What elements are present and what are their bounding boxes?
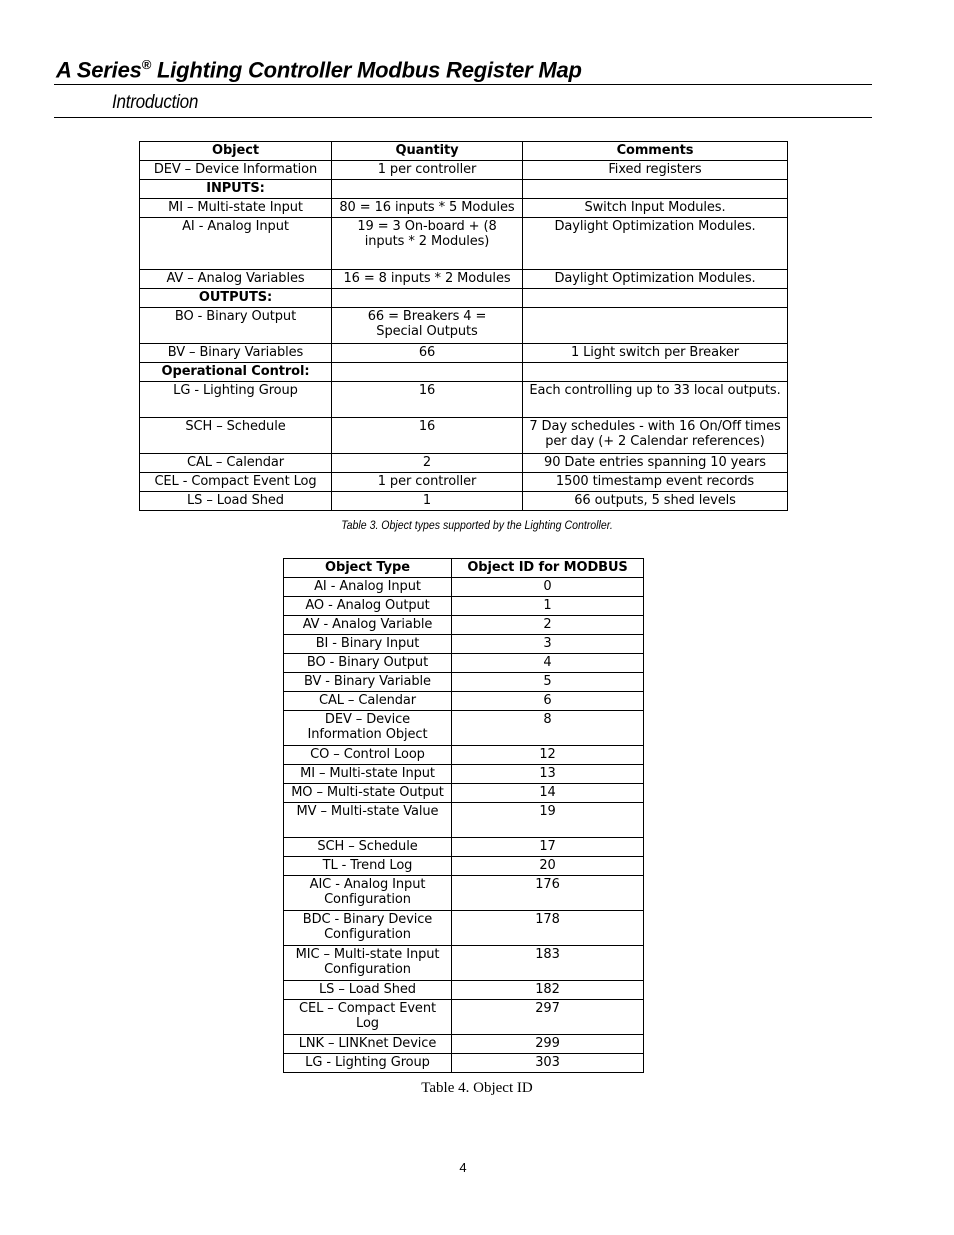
object-cell: BO - Binary Output (140, 308, 332, 344)
table-row (140, 218, 788, 270)
object-type-cell: AIC - Analog Input Configuration (284, 876, 452, 911)
comments-cell: Daylight Optimization Modules. (523, 218, 788, 270)
object-type-cell: MIC – Multi-state Input Configuration (284, 946, 452, 981)
comments-cell (523, 180, 788, 199)
object-id-cell: 6 (452, 692, 644, 711)
object-type-cell: BDC - Binary Device Configuration (284, 911, 452, 946)
object-type-cell: LS – Load Shed (284, 981, 452, 1000)
table-row (140, 492, 788, 511)
object-id-cell: 303 (452, 1054, 644, 1073)
object-id-cell: 1 (452, 597, 644, 616)
comments-cell (523, 308, 788, 344)
comments-cell: 1500 timestamp event records (523, 473, 788, 492)
table-row (284, 784, 644, 803)
table-row (284, 616, 644, 635)
header-rule-top (54, 84, 872, 85)
table-row (284, 597, 644, 616)
table-header-row (140, 142, 788, 161)
object-id-cell: 17 (452, 838, 644, 857)
page-number: 4 (459, 1160, 467, 1175)
quantity-cell: 66 = Breakers 4 = Special Outputs (332, 308, 523, 344)
object-type-cell: CO – Control Loop (284, 746, 452, 765)
object-type-cell: CEL – Compact Event Log (284, 1000, 452, 1035)
comments-cell: Each controlling up to 33 local outputs. (523, 382, 788, 418)
column-header-comments: Comments (523, 142, 788, 161)
column-header-object-type: Object Type (284, 559, 452, 578)
object-id-cell: 176 (452, 876, 644, 911)
quantity-cell: 80 = 16 inputs * 5 Modules (332, 199, 523, 218)
comments-cell (523, 289, 788, 308)
object-type-cell: AI - Analog Input (284, 578, 452, 597)
object-type-cell: AV - Analog Variable (284, 616, 452, 635)
quantity-cell: 16 (332, 382, 523, 418)
comments-cell: Daylight Optimization Modules. (523, 270, 788, 289)
table-row (284, 711, 644, 746)
object-cell: DEV – Device Information (140, 161, 332, 180)
object-id-cell: 299 (452, 1035, 644, 1054)
table-row (140, 180, 788, 199)
table-row (140, 382, 788, 418)
table-row (284, 692, 644, 711)
object-cell: AV – Analog Variables (140, 270, 332, 289)
object-type-cell: MO – Multi-state Output (284, 784, 452, 803)
table-row (140, 199, 788, 218)
object-cell: LG - Lighting Group (140, 382, 332, 418)
object-cell: LS – Load Shed (140, 492, 332, 511)
table-row (284, 1035, 644, 1054)
object-type-cell: BI - Binary Input (284, 635, 452, 654)
object-cell: BV – Binary Variables (140, 344, 332, 363)
object-type-cell: SCH – Schedule (284, 838, 452, 857)
quantity-cell (332, 363, 523, 382)
header-rule-bottom (54, 117, 872, 118)
title-prefix: A Series (56, 57, 142, 83)
object-id-cell: 4 (452, 654, 644, 673)
table-row (284, 838, 644, 857)
section-title: Introduction (112, 92, 199, 113)
object-id-cell: 2 (452, 616, 644, 635)
object-id-cell: 0 (452, 578, 644, 597)
comments-cell: Switch Input Modules. (523, 199, 788, 218)
quantity-cell (332, 180, 523, 199)
object-type-cell: MV – Multi-state Value (284, 803, 452, 838)
object-cell: SCH – Schedule (140, 418, 332, 454)
table-row (284, 746, 644, 765)
object-id-table (283, 558, 644, 1073)
comments-cell: 66 outputs, 5 shed levels (523, 492, 788, 511)
comments-cell: 90 Date entries spanning 10 years (523, 454, 788, 473)
object-cell: MI – Multi-state Input (140, 199, 332, 218)
object-id-cell: 8 (452, 711, 644, 746)
table-header-row (284, 559, 644, 578)
table-row (284, 1000, 644, 1035)
object-id-cell: 12 (452, 746, 644, 765)
object-id-cell: 3 (452, 635, 644, 654)
column-header-object-id: Object ID for MODBUS (452, 559, 644, 578)
object-types-table (139, 141, 788, 511)
object-type-cell: BV - Binary Variable (284, 673, 452, 692)
table3-caption: Table 3. Object types supported by the Lighting Controller. (341, 518, 613, 532)
table-row (284, 857, 644, 876)
object-id-cell: 182 (452, 981, 644, 1000)
object-id-cell: 183 (452, 946, 644, 981)
object-id-cell: 178 (452, 911, 644, 946)
object-type-cell: LNK – LINKnet Device (284, 1035, 452, 1054)
table-row (140, 454, 788, 473)
object-type-cell: AO - Analog Output (284, 597, 452, 616)
table-row (140, 473, 788, 492)
object-id-cell: 297 (452, 1000, 644, 1035)
comments-cell: 1 Light switch per Breaker (523, 344, 788, 363)
group-heading-cell: Operational Control: (140, 363, 332, 382)
object-id-cell: 5 (452, 673, 644, 692)
column-header-object: Object (140, 142, 332, 161)
object-type-cell: TL - Trend Log (284, 857, 452, 876)
table4-caption: Table 4. Object ID (421, 1080, 533, 1096)
group-heading-cell: INPUTS: (140, 180, 332, 199)
object-type-cell: MI – Multi-state Input (284, 765, 452, 784)
table-row (140, 344, 788, 363)
object-type-cell: BO - Binary Output (284, 654, 452, 673)
object-id-cell: 20 (452, 857, 644, 876)
quantity-cell: 2 (332, 454, 523, 473)
table-row (140, 289, 788, 308)
registered-mark: ® (141, 57, 152, 72)
object-id-cell: 14 (452, 784, 644, 803)
quantity-cell: 16 = 8 inputs * 2 Modules (332, 270, 523, 289)
quantity-cell: 66 (332, 344, 523, 363)
table-row (284, 981, 644, 1000)
comments-cell (523, 363, 788, 382)
quantity-cell (332, 289, 523, 308)
table-row (284, 946, 644, 981)
table-row (140, 308, 788, 344)
table-row (284, 911, 644, 946)
object-cell: AI - Analog Input (140, 218, 332, 270)
document-title (56, 57, 582, 83)
object-cell: CEL - Compact Event Log (140, 473, 332, 492)
table-row (284, 673, 644, 692)
table-row (284, 876, 644, 911)
object-cell: CAL – Calendar (140, 454, 332, 473)
table-row (140, 161, 788, 180)
quantity-cell: 1 (332, 492, 523, 511)
column-header-quantity: Quantity (332, 142, 523, 161)
table-row (284, 765, 644, 784)
comments-cell: 7 Day schedules - with 16 On/Off times per day (+ 2 Calendar references) (523, 418, 788, 454)
table-row (140, 418, 788, 454)
table-row (284, 803, 644, 838)
group-heading-cell: OUTPUTS: (140, 289, 332, 308)
title-rest: Lighting Controller Modbus Register Map (151, 57, 582, 83)
quantity-cell: 16 (332, 418, 523, 454)
quantity-cell: 1 per controller (332, 161, 523, 180)
table-row (140, 363, 788, 382)
table-row (284, 635, 644, 654)
table-row (284, 654, 644, 673)
table-row (284, 1054, 644, 1073)
table-row (284, 578, 644, 597)
object-id-cell: 13 (452, 765, 644, 784)
quantity-cell: 1 per controller (332, 473, 523, 492)
comments-cell: Fixed registers (523, 161, 788, 180)
object-type-cell: CAL – Calendar (284, 692, 452, 711)
table-row (140, 270, 788, 289)
object-type-cell: LG - Lighting Group (284, 1054, 452, 1073)
object-id-cell: 19 (452, 803, 644, 838)
object-type-cell: DEV – Device Information Object (284, 711, 452, 746)
quantity-cell: 19 = 3 On-board + (8 inputs * 2 Modules) (332, 218, 523, 270)
